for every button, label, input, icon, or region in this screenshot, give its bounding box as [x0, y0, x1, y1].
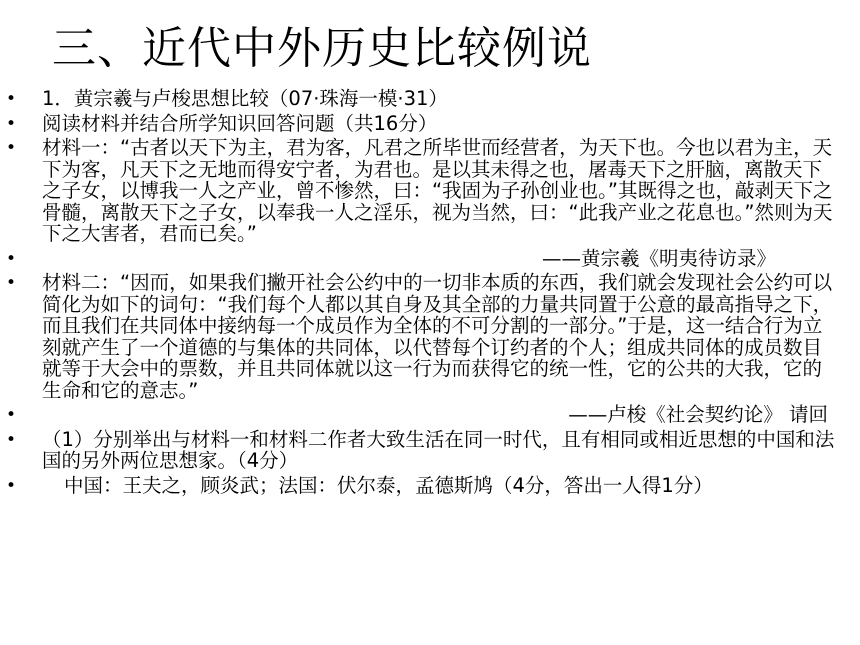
bullet-icon: • — [6, 248, 17, 269]
material-two-source: ——卢梭《社会契约论》 请回 — [568, 403, 828, 426]
list-item-answer — [0, 475, 860, 497]
question-heading: 1．黄宗羲与卢梭思想比较（07·珠海一模·31） — [42, 87, 448, 110]
material-one-text: 材料一：“古者以天下为主，君为客，凡君之所毕世而经营者，为天下也。今也以君为主，天下为客，凡天下之无地而得安宁者，为君也。是以其未得之也，屠毒天下之肝脑，离散天下之子女，以博我一人之产业，曾不惨然，曰：“我固为子孙创业也。”其既得之也，敲剥天下之骨髓，离散天下之子女，以奉我一人之淫乐，视为当然，曰：“此我产业之花息也。”然则为天下之大害者，君而已矣。” — [42, 136, 833, 245]
bullet-icon: • — [6, 113, 17, 134]
list-item-material-two-source — [0, 404, 860, 426]
list-item-material-two — [0, 272, 860, 401]
bullet-icon: • — [6, 429, 17, 450]
instructions-text: 阅读材料并结合所学知识回答问题（共16分） — [42, 111, 438, 135]
list-item-material-one — [0, 137, 860, 245]
material-two-text: 材料二：“因而，如果我们撇开社会公约中的一切非本质的东西，我们就会发现社会公约可以简化为如下的词句：“我们每个人都以其自身及其全部的力量共同置于公意的最高指导之下，而且我们在共同体中接纳每一个成员作为全体的不可分割的一部分。”于是，这一结合行为立刻就产生了一个道德的与集体的共同体，以代替每个订约者的个人；组成共同体的成员数目就等于大会中的票数，并且共同体就以这一行为而获得它的统一性，它的公共的大我，它的生命和它的意志。” — [42, 271, 833, 402]
slide-content — [0, 88, 860, 499]
question-one-text: （1）分别举出与材料一和材料二作者大致生活在同一时代，且有相同或相近思想的中国和法国的另外两位思想家。（4分） — [42, 427, 835, 472]
list-item-material-one-source — [0, 248, 860, 270]
bullet-icon: • — [6, 138, 17, 158]
answer-text: 中国：王夫之，顾炎武；法国：伏尔泰，孟德斯鸠（4分，答出一人得1分） — [64, 473, 713, 497]
bullet-icon: • — [6, 405, 17, 425]
bullet-icon: • — [6, 89, 17, 109]
slide-title: 三、近代中外历史比较例说 — [52, 23, 592, 74]
list-item-question-one — [0, 429, 860, 472]
list-item-question-heading — [0, 88, 860, 110]
bullet-icon: • — [6, 273, 17, 293]
material-one-source: ——黄宗羲《明夷待访录》 — [541, 246, 776, 270]
list-item-instructions — [0, 113, 860, 135]
bullet-icon: • — [6, 475, 17, 496]
